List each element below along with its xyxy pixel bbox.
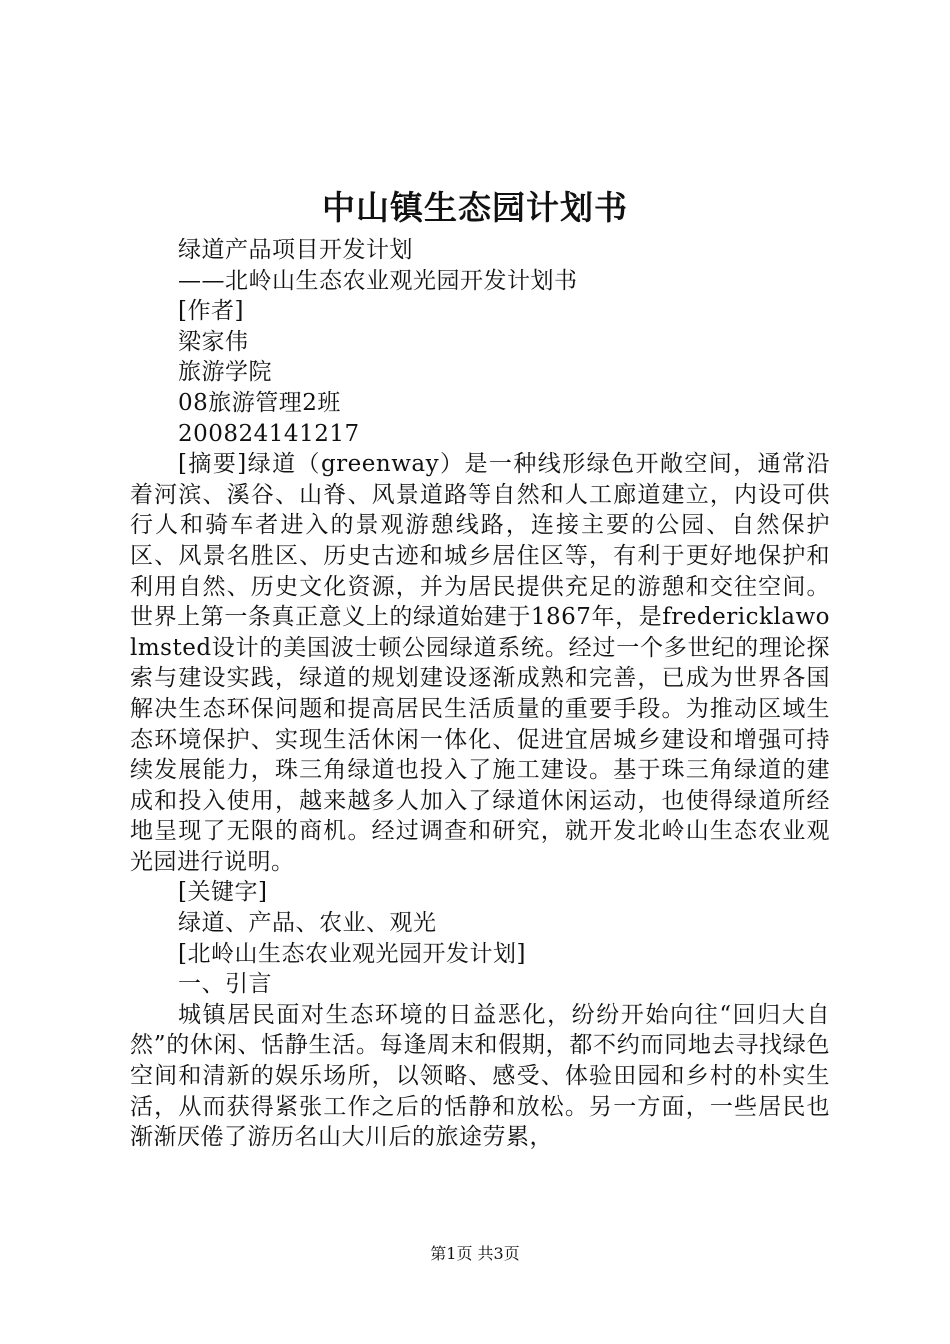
intro-paragraph: 城镇居民面对生态环境的日益恶化，纷纷开始向往“回归大自然”的休闲、恬静生活。每逢周末和假期，都不约而同地去寻找绿色空间和清新的娱乐场所，以领略、感受、体验田园和乡村的朴实生活，从而获得紧张工作之后的恬静和放松。另一方面，一些居民也渐渐厌倦了游历名山大川后的旅途劳累，	[130, 1001, 830, 1151]
document-body	[130, 235, 830, 1153]
author-student-id: 200824141217	[178, 420, 360, 447]
author-class: 08旅游管理2班	[178, 389, 341, 416]
keywords-list: 绿道、产品、农业、观光	[178, 910, 437, 937]
subtitle-line: 绿道产品项目开发计划	[178, 237, 413, 263]
author-school: 旅游学院	[178, 359, 272, 386]
author-heading: [作者]	[178, 298, 244, 325]
page-footer: 第1页 共3页	[430, 1244, 520, 1263]
abstract-paragraph: [摘要]绿道（greenway）是一种线形绿色开敞空间，通常沿着河滨、溪谷、山脊、风景道路等自然和人工廊道建立，内设可供行人和骑车者进入的景观游憩线路，连接主要的公园、自然保护区、风景名胜区、历史古迹和城乡居住区等，有利于更好地保护和利用自然、历史文化资源，并为居民提供充足的游憩和交往空间。世界上第一条真正意义上的绿道始建于1867年，是fredericklawolmsted设计的美国波士顿公园绿道系统。经过一个多世纪的理论探索与建设实践，绿道的规划建设逐渐成熟和完善，已成为世界各国解决生态环保问题和提高居民生活质量的重要手段。为推动区域生态环境保护、实现生活休闲一体化、促进宜居城乡建设和增强可持续发展能力，珠三角绿道也投入了施工建设。基于珠三角绿道的建成和投入使用，越来越多人加入了绿道休闲运动，也使得绿道所经地呈现了无限的商机。经过调查和研究，就开发北岭山生态农业观光园进行说明。	[130, 451, 830, 875]
document-title: 中山镇生态园计划书	[322, 188, 628, 227]
subtitle-line-2: ——北岭山生态农业观光园开发计划书	[178, 267, 578, 294]
author-name: 梁家伟	[178, 328, 249, 355]
section-heading: 一、引言	[178, 971, 272, 998]
plan-heading: [北岭山生态农业观光园开发计划]	[178, 940, 526, 967]
keywords-heading: [关键字]	[178, 879, 268, 906]
